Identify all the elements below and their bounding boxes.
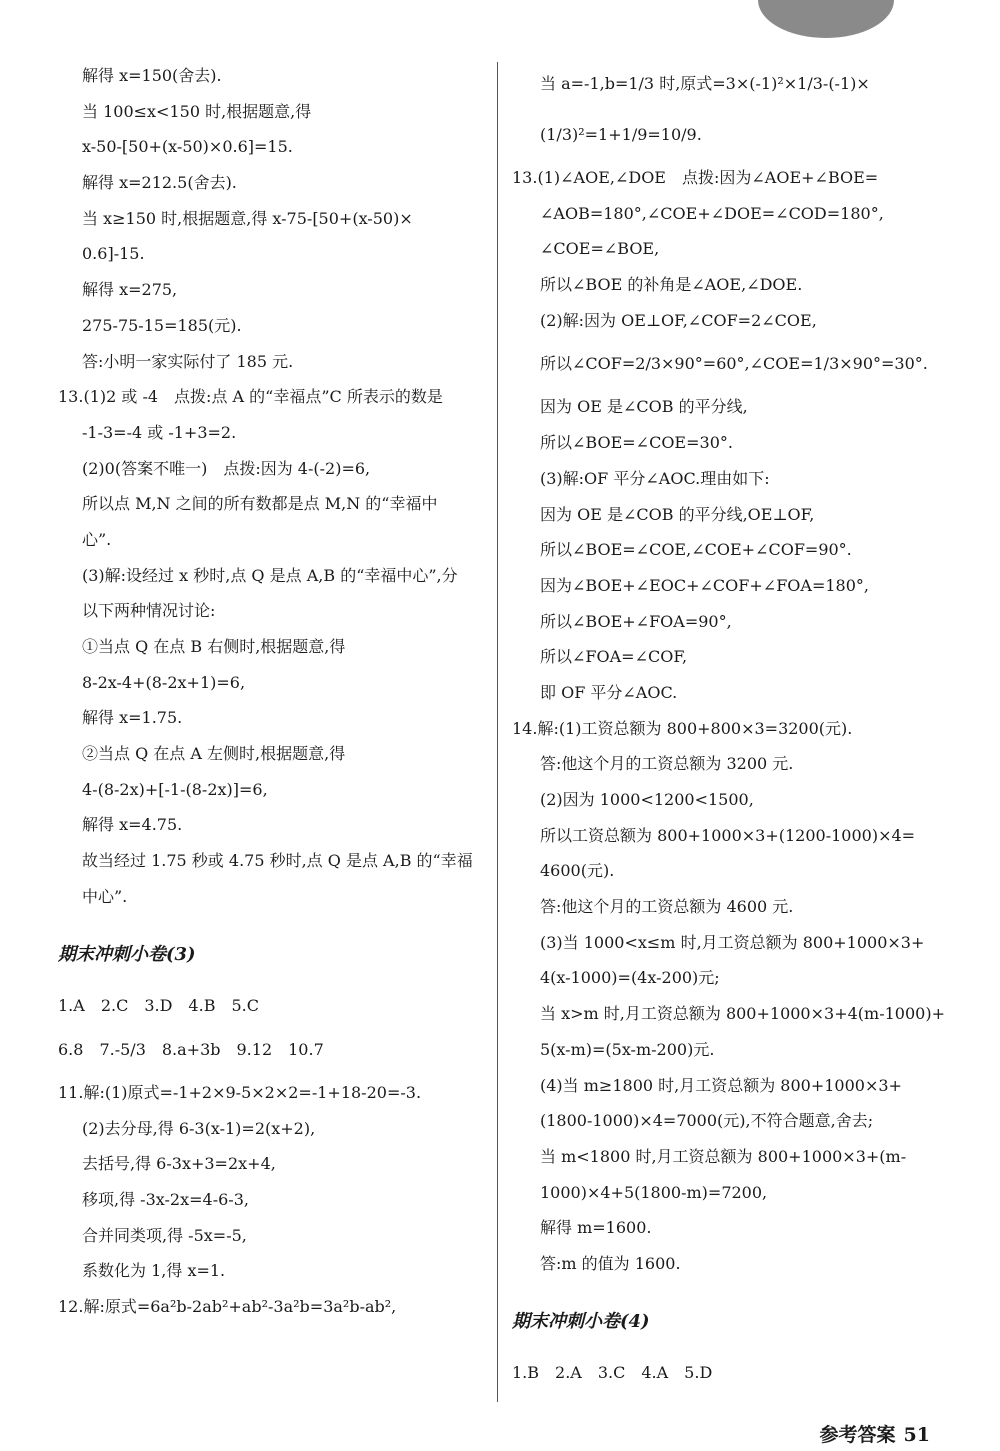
answer-line: (3)解:设经过 x 秒时,点 Q 是点 A,B 的“幸福中心”,分	[82, 565, 458, 585]
answer-line: 所以∠BOE=∠COE,∠COE+∠COF=90°.	[540, 540, 852, 560]
answer-line: (4)当 m≥1800 时,月工资总额为 800+1000×3+	[540, 1075, 902, 1095]
answer-line: 去括号,得 6-3x+3=2x+4,	[82, 1154, 276, 1174]
corner-tab	[758, 0, 894, 38]
left-column	[58, 58, 490, 1325]
footer-label: 参考答案	[819, 1424, 896, 1446]
answer-line: 当 m<1800 时,月工资总额为 800+1000×3+(m-	[540, 1146, 907, 1166]
answer-line: 所以∠COF=2/3×90°=60°,∠COE=1/3×90°=30°.	[540, 354, 928, 374]
answer-line: 5(x-m)=(5x-m-200)元.	[540, 1039, 715, 1059]
answer-line: 答:m 的值为 1600.	[540, 1253, 681, 1273]
answer-line: 解得 x=1.75.	[82, 708, 183, 728]
answer-line: (2)去分母,得 6-3(x-1)=2(x+2),	[82, 1118, 316, 1138]
answer-line: 故当经过 1.75 秒或 4.75 秒时,点 Q 是点 A,B 的“幸福	[82, 851, 473, 871]
answer-line: 0.6]-15.	[82, 244, 145, 264]
page-number: 51	[903, 1424, 930, 1446]
answer-line: (3)解:OF 平分∠AOC.理由如下:	[540, 468, 770, 488]
answer-line: ②当点 Q 在点 A 左侧时,根据题意,得	[82, 744, 346, 764]
answer-line: 1.A 2.C 3.D 4.B 5.C	[58, 996, 259, 1016]
answer-line: 合并同类项,得 -5x=-5,	[82, 1225, 247, 1245]
answer-line: -1-3=-4 或 -1+3=2.	[82, 422, 237, 442]
answer-line: 答:小明一家实际付了 185 元.	[82, 351, 294, 371]
answer-line: (1/3)²=1+1/9=10/9.	[540, 125, 702, 144]
answer-line: 因为 OE 是∠COB 的平分线,	[540, 397, 748, 417]
answer-line: (2)0(答案不唯一) 点拨:因为 4-(-2)=6,	[82, 458, 371, 478]
answer-line: 所以点 M,N 之间的所有数都是点 M,N 的“幸福中	[82, 494, 438, 514]
answer-line: 8-2x-4+(8-2x+1)=6,	[82, 672, 246, 692]
answer-line: 所以∠BOE 的补角是∠AOE,∠DOE.	[540, 275, 803, 295]
answer-line: 以下两种情况讨论:	[82, 601, 216, 621]
answer-line: (2)解:因为 OE⊥OF,∠COF=2∠COE,	[540, 310, 817, 330]
column-divider	[497, 62, 498, 1402]
answer-line: 移项,得 -3x-2x=4-6-3,	[82, 1189, 249, 1209]
answer-line: 因为∠BOE+∠EOC+∠COF+∠FOA=180°,	[540, 575, 870, 595]
answer-line: 因为 OE 是∠COB 的平分线,OE⊥OF,	[540, 504, 815, 524]
answer-line: 心”.	[82, 529, 112, 549]
answer-line: 当 x≥150 时,根据题意,得 x-75-[50+(x-50)×	[82, 208, 413, 228]
answer-line: 答:他这个月的工资总额为 3200 元.	[540, 754, 794, 774]
answer-line: 当 a=-1,b=1/3 时,原式=3×(-1)²×1/3-(-1)×	[540, 74, 870, 93]
answer-line: 12.解:原式=6a²b-2ab²+ab²-3a²b=3a²b-ab²,	[58, 1297, 397, 1316]
answer-line: 所以∠FOA=∠COF,	[540, 647, 688, 667]
answer-line: ∠AOB=180°,∠COE+∠DOE=∠COD=180°,	[540, 203, 884, 223]
answer-line: 4600(元).	[540, 861, 615, 881]
answer-line: 答:他这个月的工资总额为 4600 元.	[540, 897, 794, 917]
answer-line: 解得 m=1600.	[540, 1218, 652, 1238]
answer-line: (1800-1000)×4=7000(元),不符合题意,舍去;	[540, 1111, 874, 1131]
answer-line: x-50-[50+(x-50)×0.6]=15.	[82, 137, 293, 157]
answer-line: 13.(1)2 或 -4 点拨:点 A 的“幸福点”C 所表示的数是	[58, 387, 443, 407]
answer-line: 即 OF 平分∠AOC.	[540, 682, 678, 702]
answer-line: 275-75-15=185(元).	[82, 315, 242, 335]
answer-line: 6.8 7.-5/3 8.a+3b 9.12 10.7	[58, 1039, 324, 1059]
answer-line: 4(x-1000)=(4x-200)元;	[540, 968, 720, 988]
answer-line: 当 100≤x<150 时,根据题意,得	[82, 101, 312, 121]
answer-line: 系数化为 1,得 x=1.	[82, 1261, 226, 1281]
answer-line: 11.解:(1)原式=-1+2×9-5×2×2=-1+18-20=-3.	[58, 1082, 422, 1102]
answer-line: ①当点 Q 在点 B 右侧时,根据题意,得	[82, 637, 346, 656]
section-heading: 期末冲刺小卷(3)	[58, 943, 196, 965]
section-heading: 期末冲刺小卷(4)	[512, 1310, 650, 1332]
right-column	[512, 58, 952, 1391]
answer-line: 1000)×4+5(1800-m)=7200,	[540, 1182, 768, 1202]
answer-line: 4-(8-2x)+[-1-(8-2x)]=6,	[82, 779, 268, 799]
answer-line: 14.解:(1)工资总额为 800+800×3=3200(元).	[512, 718, 853, 738]
answer-line: 所以工资总额为 800+1000×3+(1200-1000)×4=	[540, 825, 916, 845]
answer-line: (2)因为 1000<1200<1500,	[540, 790, 754, 809]
answer-line: (3)当 1000<x≤m 时,月工资总额为 800+1000×3+	[540, 932, 925, 952]
answer-line: 当 x>m 时,月工资总额为 800+1000×3+4(m-1000)+	[540, 1004, 945, 1024]
answer-line: 解得 x=212.5(舍去).	[82, 173, 237, 193]
answer-line: 解得 x=4.75.	[82, 815, 183, 835]
answer-line: 所以∠BOE=∠COE=30°.	[540, 433, 733, 453]
answer-line: 1.B 2.A 3.C 4.A 5.D	[512, 1363, 713, 1383]
answer-line: 13.(1)∠AOE,∠DOE 点拨:因为∠AOE+∠BOE=	[512, 168, 879, 187]
answer-line: 所以∠BOE+∠FOA=90°,	[540, 611, 732, 631]
answer-line: 中心”.	[82, 886, 128, 906]
answer-line: ∠COE=∠BOE,	[540, 239, 660, 259]
answer-line: 解得 x=275,	[82, 280, 178, 300]
page-footer	[820, 1420, 930, 1447]
answer-line: 解得 x=150(舍去).	[82, 66, 222, 85]
